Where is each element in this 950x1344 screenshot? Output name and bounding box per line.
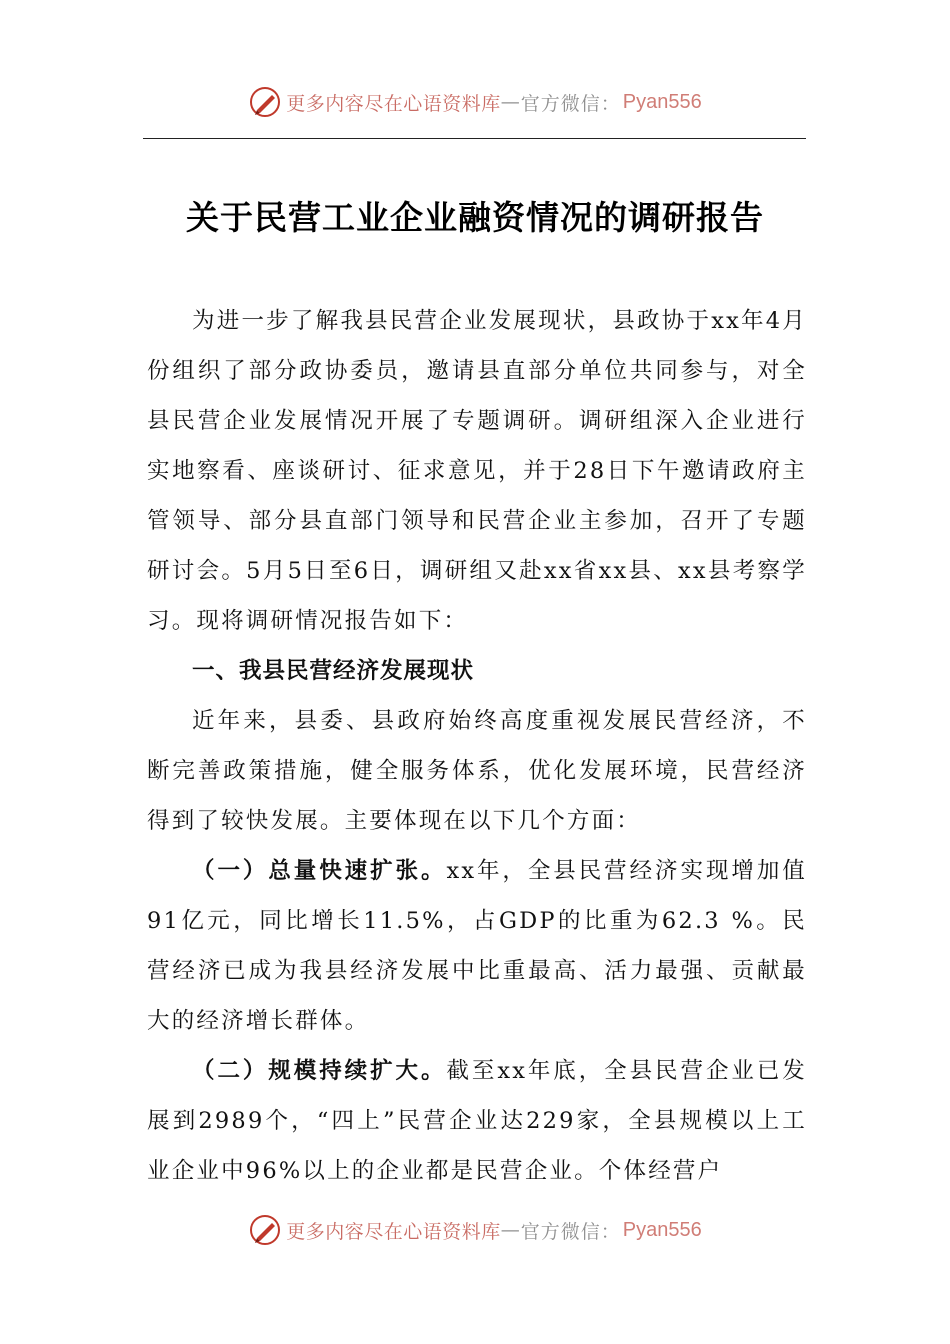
banner-sub-text: 官方微信：: [520, 1220, 621, 1243]
banner-dash: —: [500, 91, 521, 113]
header-divider: [143, 138, 806, 139]
pen-logo-icon: [248, 1213, 282, 1247]
document-body: [147, 296, 807, 1196]
document-title: 关于民营工业企业融资情况的调研报告: [186, 198, 764, 237]
header-watermark-banner: [0, 82, 950, 122]
intro-paragraph: 为进一步了解我县民营企业发展现状，县政协于xx年4月份组织了部分政协委员，邀请县直部分单位共同参与，对全县民营企业发展情况开展了专题调研。调研组深入企业进行实地察看、座谈研讨、征求意见，并于28日下午邀请政府主管领导、部分县直部门领导和民营企业主参加，召开了专题研讨会。5月5日至6日，调研组又赴xx省xx县、xx县考察学习。现将调研情况报告如下：: [147, 308, 807, 634]
point-label-2: （二）规模持续扩大。: [192, 1058, 447, 1084]
point-paragraph-2: [147, 1046, 807, 1196]
point-body-2: 截至xx年底，全县民营企业已发展到2989个，“四上”民营企业达229家，全县规模以上工业企业中96%以上的企业都是民营企业。个体经营户: [147, 1058, 807, 1184]
banner-wechat-id: Pyan556: [622, 1218, 702, 1241]
point-paragraph-1: [147, 846, 807, 1046]
banner-main-text: 更多内容尽在心语资料库: [286, 92, 501, 115]
banner-main-text: 更多内容尽在心语资料库: [286, 1220, 501, 1243]
footer-watermark-banner: [0, 1210, 950, 1250]
banner-sub-text: 官方微信：: [520, 92, 621, 115]
point-label-1: （一）总量快速扩张。: [192, 858, 447, 884]
section-paragraph: 近年来，县委、县政府始终高度重视发展民营经济，不断完善政策措施，健全服务体系，优化发展环境，民营经济得到了较快发展。主要体现在以下几个方面：: [147, 708, 807, 834]
section-heading: 一、我县民营经济发展现状: [192, 658, 475, 684]
banner-dash: —: [500, 1219, 521, 1241]
banner-wechat-id: Pyan556: [622, 90, 702, 113]
point-body-1: xx年，全县民营经济实现增加值91亿元，同比增长11.5%，占GDP的比重为62.3 %。民营经济已成为我县经济发展中比重最高、活力最强、贡献最大的经济增长群体。: [147, 858, 807, 1034]
pen-logo-icon: [248, 85, 282, 119]
